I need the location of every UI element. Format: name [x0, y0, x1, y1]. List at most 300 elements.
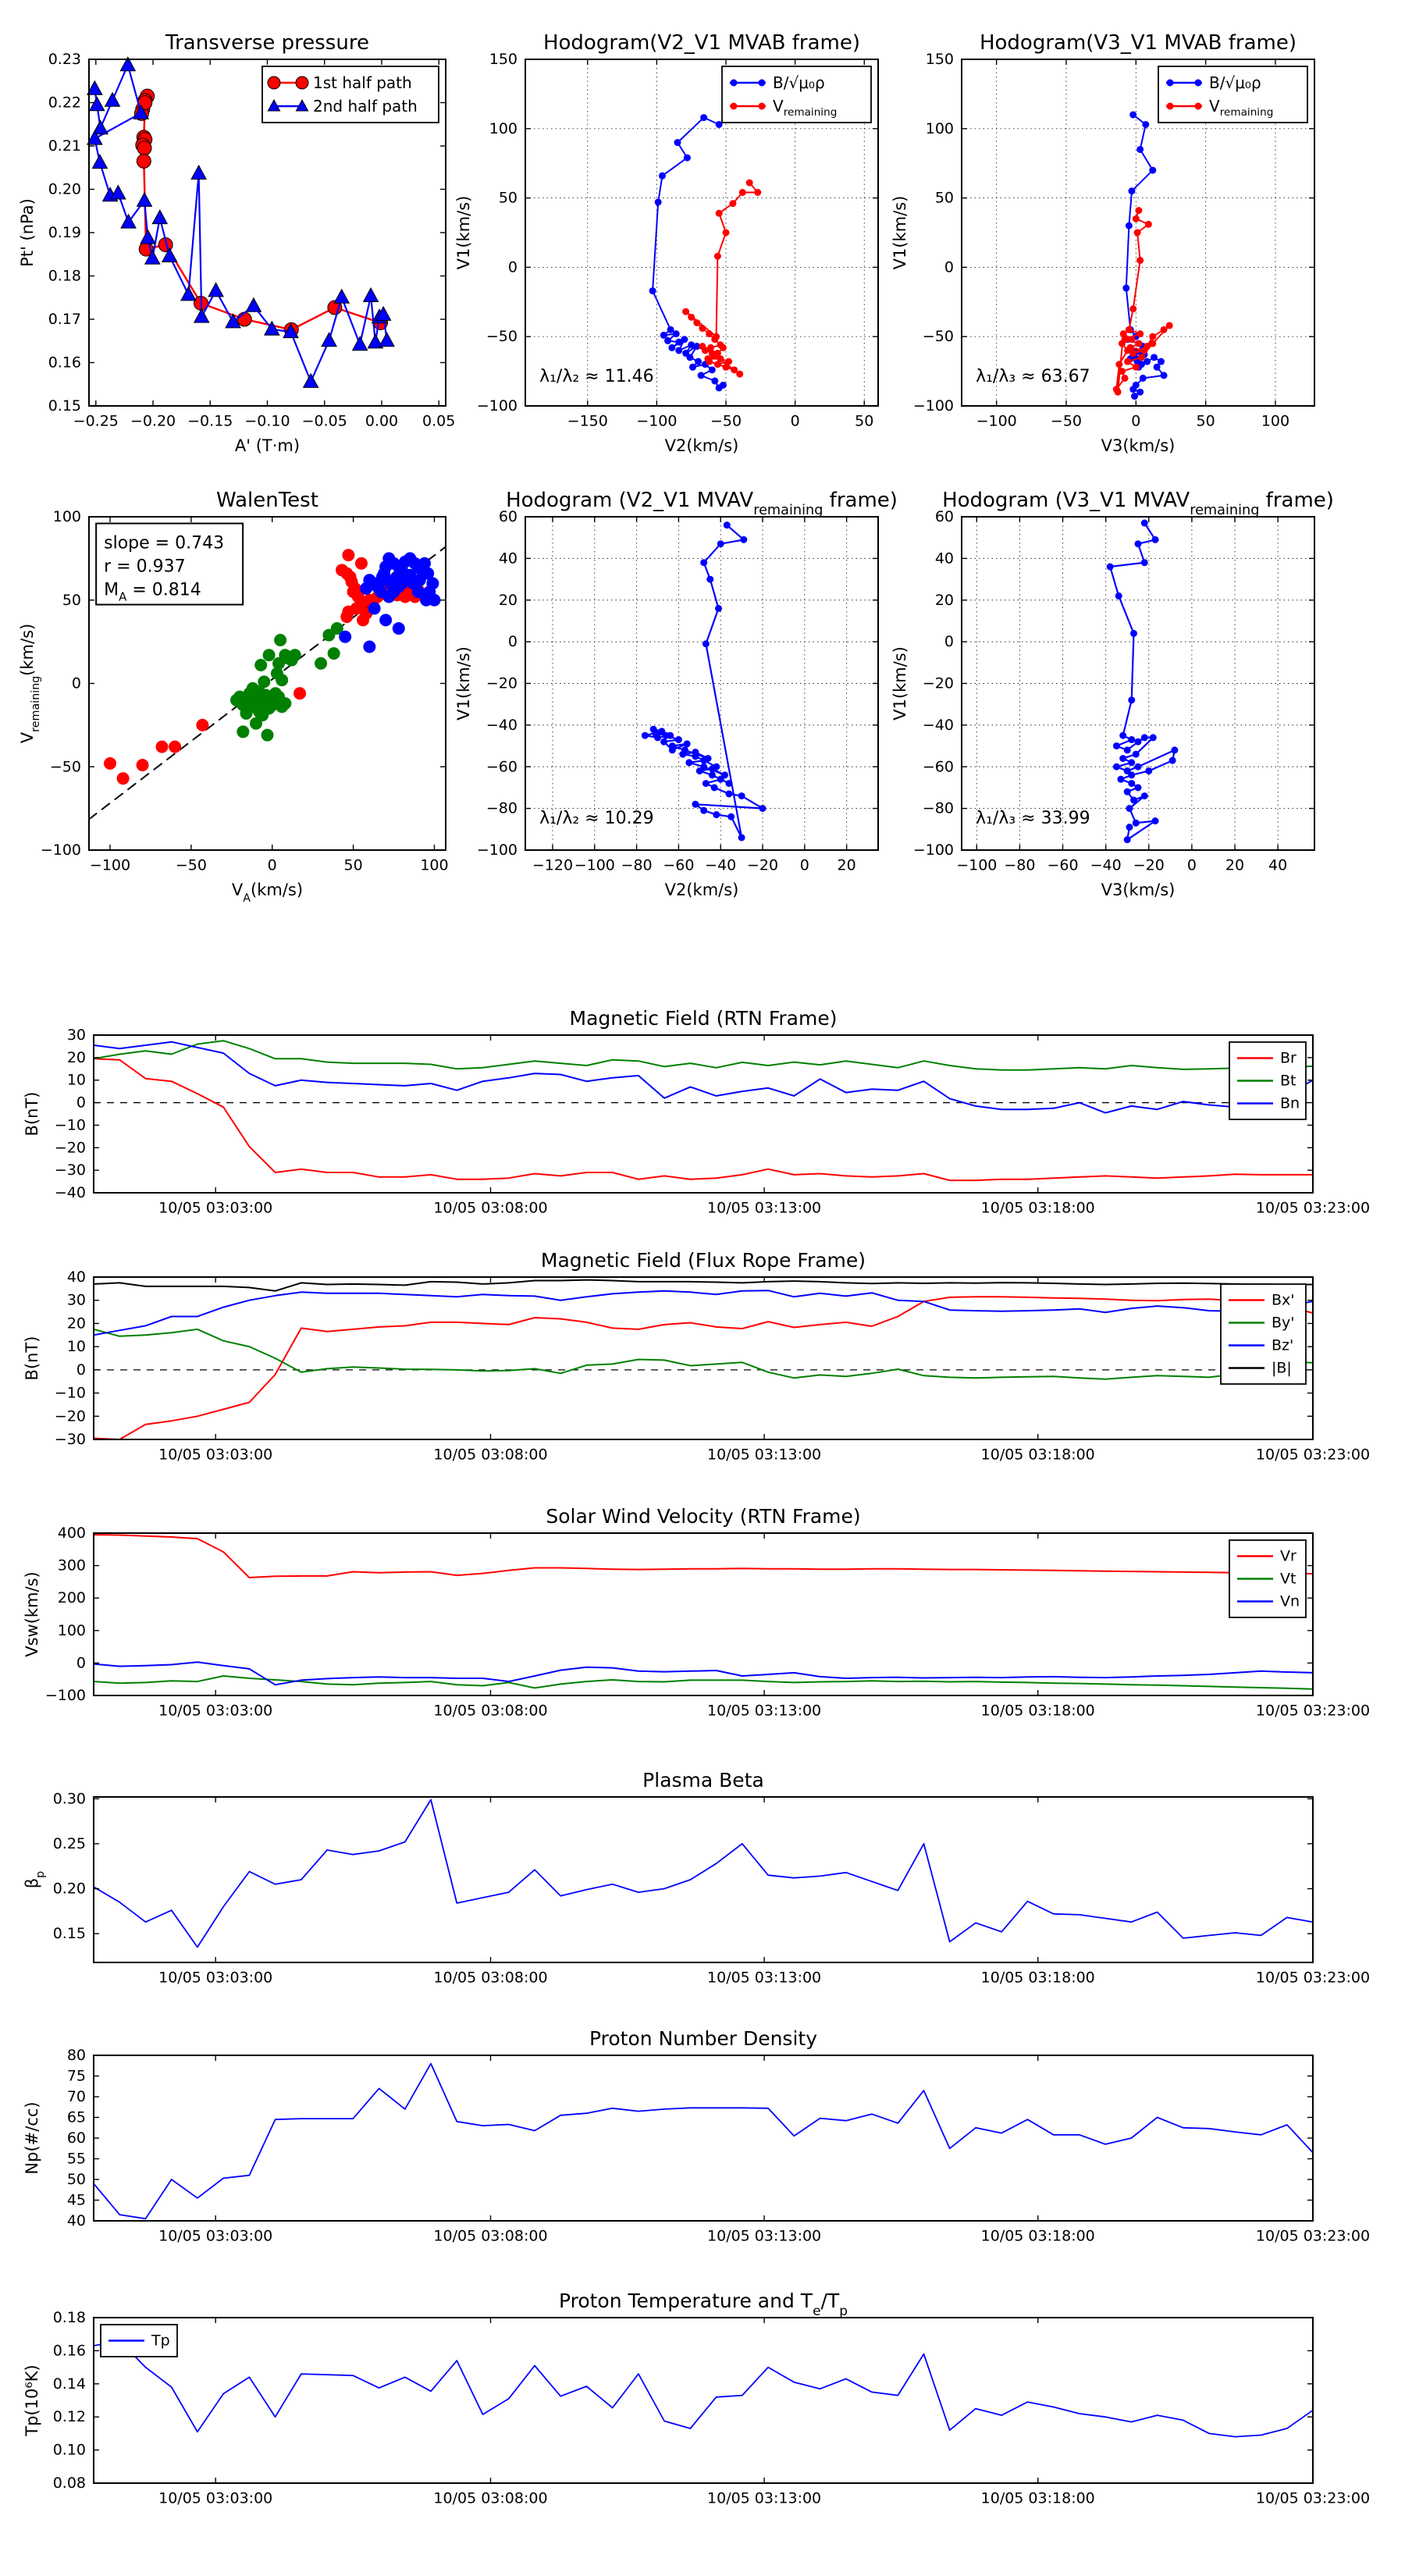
x-tick-label: −80 [1004, 856, 1036, 874]
legend-label: B/√μ₀ρ [773, 73, 825, 92]
x-tick-label: 10/05 03:13:00 [707, 1446, 822, 1464]
series-line [94, 2341, 1313, 2437]
y-tick-label: 150 [489, 51, 518, 68]
data-point-marker [668, 344, 675, 351]
y-tick-label: 70 [66, 2088, 86, 2105]
data-point-marker [315, 657, 327, 670]
y-tick-label: 30 [66, 1291, 86, 1309]
chart-title: Proton Number Density [589, 2027, 817, 2050]
x-tick-label: 10/05 03:23:00 [1255, 2227, 1371, 2245]
series-vn [94, 1662, 1313, 1685]
data-point-marker [692, 749, 699, 756]
data-point-marker [137, 154, 151, 168]
data-point-marker [1151, 354, 1158, 361]
y-tick-label: 60 [498, 508, 518, 525]
data-point-marker [686, 354, 693, 361]
y-tick-label: 45 [66, 2191, 86, 2209]
data-point-marker [137, 141, 151, 155]
y-tick-label: −40 [486, 716, 518, 734]
data-point-marker [104, 757, 116, 770]
data-point-marker [1142, 121, 1149, 128]
data-point-marker [729, 200, 736, 207]
x-tick-label: 10/05 03:03:00 [158, 1969, 273, 1987]
data-point-marker [1129, 386, 1136, 393]
axes-frame [94, 2318, 1313, 2483]
data-point-marker [1133, 364, 1140, 371]
x-tick-label: −60 [1047, 856, 1079, 874]
data-point-marker [1134, 229, 1141, 237]
x-tick-label: −0.25 [73, 412, 119, 430]
series-line [94, 1059, 1313, 1180]
y-tick-label: −100 [912, 841, 954, 859]
data-point-marker [1149, 167, 1156, 174]
series-b-sqrt-mu0-rho- [1122, 112, 1167, 400]
y-tick-label: 80 [66, 2047, 86, 2064]
data-point-marker [339, 631, 351, 643]
series-line [94, 1535, 1313, 1578]
x-tick-label: −150 [567, 412, 608, 430]
chart-mag-field-rtn [23, 1007, 1370, 1217]
x-tick-label: 10/05 03:08:00 [433, 1199, 548, 1217]
chart-proton-density [23, 2027, 1370, 2245]
data-point-marker [655, 198, 662, 205]
x-axis-label: A' (T·m) [234, 436, 301, 455]
data-point-marker [699, 343, 706, 350]
data-point-marker [375, 585, 387, 598]
data-point-marker [1150, 734, 1157, 741]
x-tick-label: −50 [710, 412, 742, 430]
data-point-marker [673, 330, 680, 337]
data-point-marker [689, 364, 696, 371]
x-tick-label: −80 [621, 856, 653, 874]
x-axis-label: V3(km/s) [1101, 881, 1176, 899]
data-point-marker [1161, 326, 1168, 333]
series-tp [94, 2341, 1313, 2437]
y-tick-label: 60 [934, 508, 954, 525]
chart-title: Transverse pressure [165, 31, 369, 55]
data-point-marker [664, 337, 671, 344]
x-tick-label: 10/05 03:23:00 [1255, 1199, 1371, 1217]
data-point-marker [1149, 333, 1156, 340]
x-tick-label: 20 [837, 856, 856, 874]
y-tick-label: 55 [66, 2150, 86, 2168]
data-point-marker [181, 286, 196, 301]
x-tick-label: −20 [746, 856, 779, 874]
legend-label: 1st half path [313, 73, 412, 92]
y-tick-label: 0.18 [48, 267, 81, 285]
data-point-marker [684, 155, 691, 162]
x-tick-label: 10/05 03:03:00 [158, 1702, 273, 1720]
data-point-marker [1171, 746, 1178, 753]
data-point-marker [702, 640, 710, 647]
chart-title: Magnetic Field (RTN Frame) [569, 1007, 838, 1030]
series-line [94, 2064, 1313, 2219]
legend-label: |B| [1272, 1359, 1292, 1377]
x-tick-label: 10/05 03:08:00 [433, 1969, 548, 1987]
chart-hodogram-v3v1-mvav [891, 489, 1334, 899]
x-tick-label: −0.20 [130, 412, 176, 430]
series-blue-points [339, 552, 440, 653]
data-point-marker [711, 336, 718, 343]
data-point-marker [681, 746, 688, 753]
y-tick-label: 0 [76, 1654, 86, 1672]
series-vt [94, 1676, 1313, 1689]
data-point-marker [1158, 358, 1165, 365]
data-point-marker [700, 807, 707, 814]
data-point-marker [342, 549, 354, 561]
y-tick-label: 40 [66, 2212, 86, 2229]
data-point-marker [378, 568, 390, 580]
data-point-marker [1135, 340, 1142, 347]
data-point-marker [706, 330, 713, 337]
y-tick-label: −30 [54, 1162, 86, 1179]
x-tick-label: 50 [855, 412, 874, 430]
x-tick-label: 0 [267, 856, 277, 874]
data-point-marker [105, 93, 120, 107]
data-point-marker [713, 811, 720, 818]
chart-hodogram-v3v1-mvab [891, 31, 1314, 455]
stat-line: slope = 0.743 [104, 533, 225, 553]
data-point-marker [1138, 354, 1145, 361]
x-tick-label: −40 [1090, 856, 1122, 874]
chart-title: WalenTest [216, 489, 318, 512]
chart-plasma-beta [23, 1769, 1370, 1987]
legend [1158, 66, 1307, 123]
y-tick-label: 40 [498, 550, 518, 568]
data-point-marker [244, 687, 256, 699]
data-point-marker [731, 103, 738, 110]
chart-title: Hodogram (V3_V1 $MVAV_{remaining}$ frame) [942, 489, 1334, 518]
series-line [1110, 523, 1175, 840]
data-point-marker [1152, 817, 1159, 824]
x-tick-label: 10/05 03:03:00 [158, 2489, 273, 2507]
x-tick-label: −20 [1133, 856, 1165, 874]
y-tick-label: 0.19 [48, 224, 81, 241]
data-point-marker [1122, 375, 1129, 382]
data-point-marker [738, 834, 745, 841]
data-point-marker [268, 76, 280, 89]
data-point-marker [261, 729, 274, 742]
data-point-marker [1128, 696, 1135, 703]
chart-solar-wind-velocity [23, 1505, 1370, 1720]
data-point-marker [1126, 326, 1133, 333]
chart-mag-field-flux-rope [23, 1249, 1370, 1464]
annotation-text: λ₁/λ₃ ≈ 33.99 [976, 808, 1090, 828]
legend-label: Bt [1280, 1072, 1297, 1090]
y-tick-label: −60 [922, 758, 954, 776]
legend-label: Bz' [1272, 1336, 1294, 1354]
y-axis-label: V1(km/s) [891, 195, 909, 270]
y-tick-label: 0.08 [52, 2475, 86, 2492]
data-point-marker [1141, 792, 1148, 799]
y-tick-label: −100 [476, 841, 518, 859]
data-point-marker [208, 283, 223, 297]
x-tick-label: 100 [420, 856, 449, 874]
legend [1229, 1042, 1306, 1119]
y-tick-label: 50 [62, 591, 81, 609]
y-tick-label: 100 [52, 508, 81, 525]
series-line [94, 1041, 1313, 1070]
data-point-marker [727, 813, 735, 820]
data-point-marker [649, 287, 656, 294]
data-point-marker [379, 333, 394, 347]
series-bz- [94, 1290, 1313, 1335]
data-point-marker [1136, 330, 1144, 337]
annotation-text: λ₁/λ₂ ≈ 11.46 [539, 366, 654, 386]
y-axis-label: Np(#/cc) [23, 2101, 41, 2175]
x-axis-label: V2(km/s) [664, 881, 739, 899]
x-tick-label: −0.15 [187, 412, 233, 430]
data-point-marker [692, 801, 699, 808]
legend-label: $V_{remaining}$ [773, 97, 838, 119]
y-tick-label: 10 [66, 1071, 86, 1089]
data-point-marker [1128, 759, 1135, 766]
data-point-marker [1131, 393, 1138, 400]
x-tick-label: 20 [1225, 856, 1245, 874]
x-tick-label: 0 [1186, 856, 1197, 874]
x-tick-label: 0 [790, 412, 800, 430]
data-point-marker [1122, 285, 1129, 292]
legend [101, 2325, 177, 2357]
data-point-marker [685, 759, 692, 766]
x-tick-label: 10/05 03:08:00 [433, 2489, 548, 2507]
data-point-marker [1126, 824, 1133, 831]
y-tick-label: −80 [922, 799, 954, 817]
x-tick-label: −100 [636, 412, 678, 430]
y-tick-label: 0.20 [52, 1880, 86, 1898]
data-point-marker [1129, 305, 1136, 312]
data-point-marker [754, 189, 761, 196]
data-point-marker [1149, 340, 1156, 347]
x-tick-label: −100 [574, 856, 615, 874]
data-point-marker [709, 366, 716, 373]
data-point-marker [1107, 564, 1114, 571]
data-point-marker [240, 707, 252, 720]
data-point-marker [230, 694, 243, 706]
series-bt [94, 1041, 1313, 1070]
chart-title: Solar Wind Velocity (RTN Frame) [546, 1505, 861, 1528]
x-tick-label: 10/05 03:13:00 [707, 2227, 822, 2245]
y-tick-label: 0 [76, 1094, 86, 1112]
chart-title: Proton Temperature and $T_e/T_p$ [558, 2290, 848, 2319]
y-tick-label: 40 [66, 1268, 86, 1286]
y-tick-label: 0 [944, 633, 954, 651]
data-point-marker [191, 165, 206, 180]
data-point-marker [1195, 80, 1202, 87]
y-tick-label: 300 [57, 1557, 86, 1574]
data-point-marker [700, 763, 707, 770]
data-point-marker [700, 559, 707, 566]
x-axis-label: V2(km/s) [664, 436, 739, 455]
x-tick-label: 10/05 03:03:00 [158, 1446, 273, 1464]
data-point-marker [711, 378, 718, 385]
y-tick-label: −80 [486, 799, 518, 817]
y-tick-label: 0.20 [48, 180, 81, 198]
data-point-marker [296, 76, 308, 89]
data-point-marker [1113, 742, 1120, 749]
series-line [94, 1662, 1313, 1685]
data-point-marker [1128, 187, 1135, 194]
x-tick-label: 50 [1196, 412, 1215, 430]
data-point-marker [659, 173, 666, 180]
y-tick-label: −50 [49, 758, 81, 776]
x-tick-label: −50 [175, 856, 207, 874]
data-point-marker [713, 763, 720, 770]
x-tick-label: 10/05 03:03:00 [158, 2227, 273, 2245]
data-point-marker [1166, 322, 1173, 329]
data-point-marker [716, 210, 723, 217]
y-tick-label: 0.16 [52, 2342, 86, 2360]
series-b-sqrt-mu0-rho- [649, 114, 727, 391]
data-point-marker [1124, 788, 1131, 795]
y-tick-label: 0 [76, 1361, 86, 1379]
data-point-marker [263, 649, 276, 661]
x-tick-label: 10/05 03:13:00 [707, 1702, 822, 1720]
data-point-marker [738, 792, 745, 799]
series-line [94, 1290, 1313, 1335]
data-point-marker [1141, 520, 1148, 527]
data-point-marker [1152, 536, 1159, 543]
x-tick-label: 10/05 03:03:00 [158, 1199, 273, 1217]
data-point-marker [667, 732, 674, 739]
data-point-marker [340, 610, 353, 623]
x-tick-label: −50 [1050, 412, 1083, 430]
data-point-marker [706, 576, 713, 583]
y-tick-label: 10 [66, 1338, 86, 1356]
data-point-marker [1130, 630, 1137, 637]
data-point-marker [736, 371, 743, 378]
chart-walen-test [18, 489, 449, 905]
data-point-marker [1126, 222, 1133, 229]
legend [722, 66, 871, 123]
data-point-marker [1124, 347, 1131, 354]
y-tick-label: −20 [922, 674, 954, 692]
data-point-marker [237, 725, 249, 738]
data-point-marker [276, 674, 288, 686]
data-point-marker [702, 780, 710, 787]
data-point-marker [1135, 784, 1142, 791]
legend-label: $V_{remaining}$ [1209, 97, 1274, 119]
y-tick-label: 30 [66, 1026, 86, 1044]
data-point-marker [254, 659, 267, 671]
y-tick-label: 0.12 [52, 2408, 86, 2426]
y-tick-label: −50 [922, 328, 954, 346]
y-tick-label: 50 [498, 189, 518, 207]
y-tick-label: 0.15 [52, 1925, 86, 1943]
data-point-marker [379, 614, 392, 626]
data-point-marker [357, 614, 369, 626]
data-point-marker [1128, 771, 1135, 778]
data-point-marker [1120, 330, 1127, 337]
y-tick-label: 0.21 [48, 137, 81, 155]
legend-label: Br [1280, 1049, 1297, 1067]
x-tick-label: −100 [956, 856, 998, 874]
data-point-marker [1117, 776, 1124, 783]
data-point-marker [1113, 763, 1120, 770]
data-point-marker [1133, 751, 1140, 758]
y-tick-label: −60 [486, 758, 518, 776]
data-point-marker [709, 350, 716, 357]
chart-hodogram-v2v1-mvav [454, 489, 898, 899]
data-point-marker [1119, 755, 1126, 762]
y-axis-label: Vsw(km/s) [23, 1571, 41, 1657]
series-1st-half-path [134, 89, 387, 336]
y-tick-label: 100 [489, 119, 518, 137]
data-point-marker [660, 332, 667, 339]
data-point-marker [1161, 372, 1168, 379]
y-tick-label: 100 [925, 119, 954, 137]
y-axis-label: V1(km/s) [891, 646, 909, 720]
data-point-marker [695, 358, 702, 365]
y-tick-label: −10 [54, 1116, 86, 1134]
chart-proton-temperature [23, 2290, 1370, 2507]
y-tick-label: 0.14 [52, 2375, 86, 2393]
y-tick-label: −20 [54, 1139, 86, 1157]
data-point-marker [709, 771, 716, 778]
data-point-marker [1128, 736, 1135, 743]
y-tick-label: 0.10 [52, 2441, 86, 2459]
y-axis-label: Tp(10⁶K) [23, 2364, 41, 2436]
data-point-marker [1135, 763, 1142, 770]
data-point-marker [1129, 112, 1136, 119]
data-point-marker [1154, 364, 1161, 371]
x-tick-label: 10/05 03:18:00 [980, 1969, 1095, 1987]
data-point-marker [1145, 767, 1152, 774]
y-axis-label: V1(km/s) [454, 195, 473, 270]
data-point-marker [137, 759, 149, 771]
data-point-marker [368, 602, 381, 614]
data-point-marker [642, 732, 649, 739]
data-point-marker [1144, 358, 1151, 365]
x-tick-label: 10/05 03:13:00 [707, 1969, 822, 1987]
data-point-marker [1135, 738, 1142, 745]
data-point-marker [688, 314, 695, 321]
data-point-marker [658, 728, 665, 735]
y-tick-label: 0.22 [48, 94, 81, 112]
series-line [94, 1280, 1313, 1291]
y-tick-label: −50 [486, 328, 518, 346]
data-point-marker [725, 780, 732, 787]
y-tick-label: 65 [66, 2108, 86, 2126]
data-point-marker [1115, 389, 1122, 396]
x-tick-label: −0.10 [244, 412, 290, 430]
y-tick-label: 200 [57, 1589, 86, 1607]
y-axis-label: V1(km/s) [454, 646, 473, 720]
x-tick-label: 40 [1268, 856, 1288, 874]
legend-label: Tp [151, 2332, 170, 2350]
data-point-marker [293, 687, 306, 699]
data-point-marker [700, 114, 707, 121]
y-tick-label: 0 [71, 674, 81, 692]
data-point-marker [1141, 734, 1148, 741]
x-tick-label: 10/05 03:18:00 [980, 1199, 1095, 1217]
y-tick-label: 60 [66, 2129, 86, 2147]
data-point-marker [289, 649, 301, 661]
data-point-marker [721, 771, 728, 778]
data-point-marker [669, 746, 676, 753]
y-tick-label: 400 [57, 1525, 86, 1542]
x-tick-label: 10/05 03:23:00 [1255, 2489, 1371, 2507]
data-point-marker [675, 347, 682, 354]
data-point-marker [720, 344, 727, 351]
data-point-marker [1136, 389, 1144, 396]
data-point-marker [353, 336, 368, 350]
x-tick-label: 10/05 03:18:00 [980, 2227, 1095, 2245]
data-point-marker [1126, 805, 1133, 812]
data-point-marker [426, 577, 439, 589]
data-point-marker [90, 97, 105, 110]
data-point-marker [660, 738, 667, 745]
